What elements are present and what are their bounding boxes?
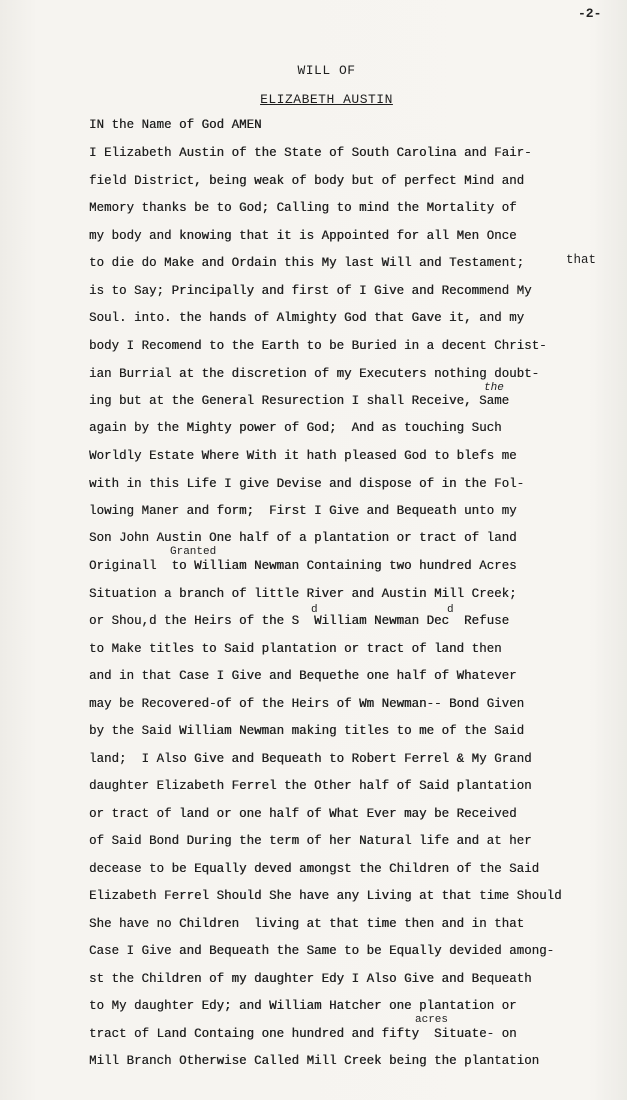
text-line: She have no Children living at that time then and in that [89,917,525,931]
opening-line: IN the Name of God AMEN [89,118,262,132]
page-number: -2- [578,6,602,21]
text-line: daughter Elizabeth Ferrel the Other half of Said plantation [89,779,532,793]
text-line: and in that Case I Give and Bequethe one half of Whatever [89,669,517,683]
text-line: ing but at the General Resurection I shall Receive, Same [89,394,510,408]
text-line: Situation a branch of little River and Austin Mill Creek; [89,587,517,601]
margin-note: that [566,253,597,267]
text-line: to My daughter Edy; and William Hatcher one plantation or [89,999,517,1013]
document-subtitle: ELIZABETH AUSTIN [260,92,393,107]
text-line: or Shou,d the Heirs of the S William Newman Dec Refuse [89,614,510,628]
text-line: to die do Make and Ordain this My last Will and Testament; [89,256,525,270]
text-line: Son John Austin One half of a plantation or tract of land [89,531,517,545]
text-line: lowing Maner and form; First I Give and Bequeath unto my [89,504,517,518]
text-line: to Make titles to Said plantation or tract of land then [89,642,502,656]
text-line: Originall to William Newman Containing two hundred Acres [89,559,517,573]
interlinear-granted: Granted [170,546,217,558]
text-line: decease to be Equally deved amongst the Children of the Said [89,862,540,876]
text-line: Mill Branch Otherwise Called Mill Creek being the plantation [89,1054,540,1068]
text-line: Soul. into. the hands of Almighty God that Gave it, and my [89,311,525,325]
text-line: field District, being weak of body but of perfect Mind and [89,174,525,188]
text-line: or tract of land or one half of What Ever may be Received [89,807,517,821]
text-line: Worldly Estate Where With it hath pleased God to blefs me [89,449,517,463]
text-line: ian Burrial at the discretion of my Executers nothing doubt- [89,367,540,381]
text-line: body I Recomend to the Earth to be Buried in a decent Christ- [89,339,547,353]
interlinear-sd: d [311,604,318,616]
text-line: is to Say; Principally and first of I Give and Recommend My [89,284,532,298]
text-line: with in this Life I give Devise and dispose of in the Fol- [89,477,525,491]
text-line: Case I Give and Bequeath the Same to be Equally devided among- [89,944,555,958]
text-line: I Elizabeth Austin of the State of South Carolina and Fair- [89,146,532,160]
document-title: WILL OF [297,63,356,78]
text-line: of Said Bond During the term of her Natural life and at her [89,834,532,848]
text-line: Memory thanks be to God; Calling to mind the Mortality of [89,201,517,215]
text-line: st the Children of my daughter Edy I Also Give and Bequeath [89,972,532,986]
text-line: Elizabeth Ferrel Should She have any Living at that time Should [89,889,562,903]
interlinear-acres: acres [415,1014,449,1026]
interlinear-decd: d [447,604,454,616]
text-line: by the Said William Newman making titles to me of the Said [89,724,525,738]
text-line: my body and knowing that it is Appointed for all Men Once [89,229,517,243]
text-line: again by the Mighty power of God; And as touching Such [89,421,502,435]
text-line: tract of Land Containg one hundred and fifty Situate- on [89,1027,517,1041]
text-line: may be Recovered-of of the Heirs of Wm Newman-- Bond Given [89,697,525,711]
text-line: land; I Also Give and Bequeath to Robert Ferrel & My Grand [89,752,532,766]
interlinear-the: the [484,382,504,394]
